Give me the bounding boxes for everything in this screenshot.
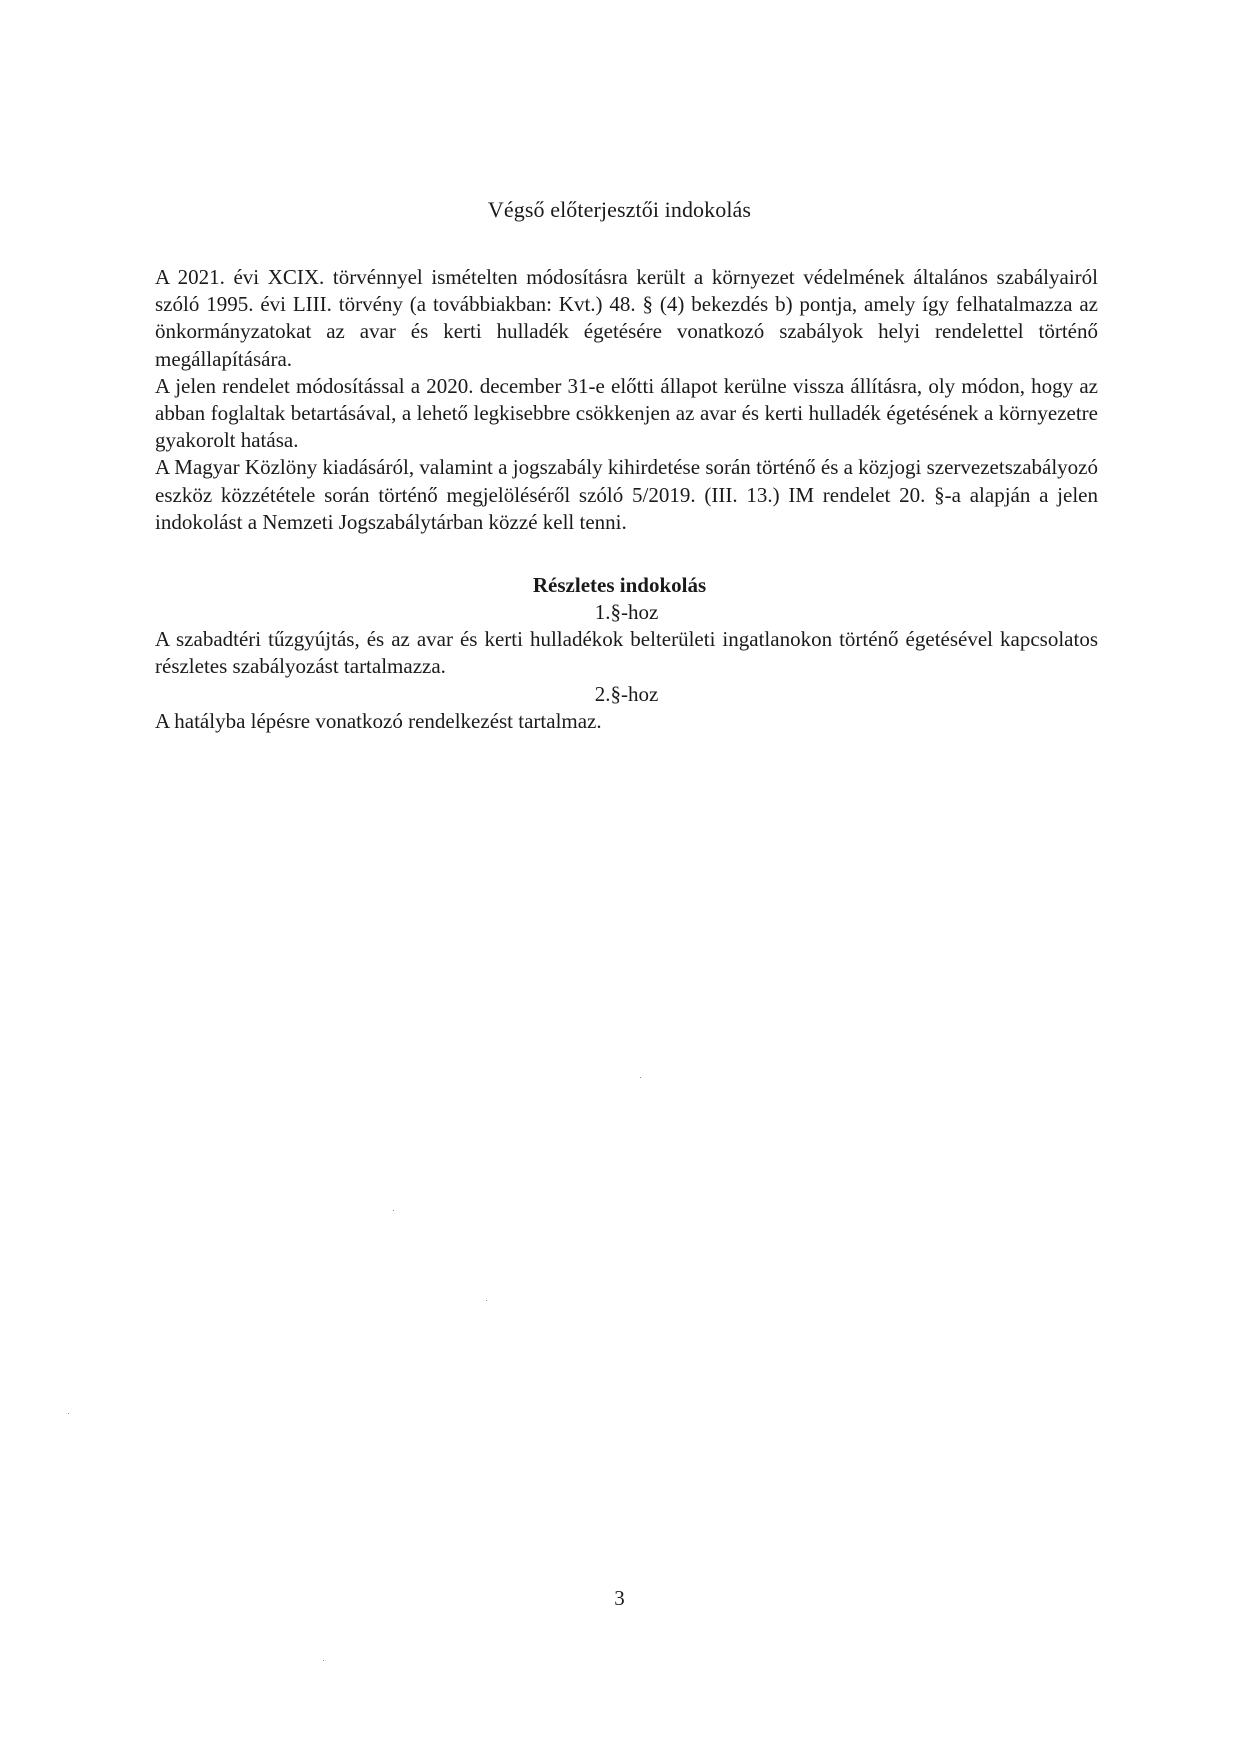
paragraph-3: A Magyar Közlöny kiadásáról, valamint a jogszabály kihirdetése során történő és a közjogi szervezetszabályozó eszköz közzététele során történő megjelöléséről szóló 5/2019. (III. 13.) IM rendelet 20. §-a alapján a jelen indokolást a Nemzeti Jogszabálytárban közzé kell tenni. (155, 455, 1098, 534)
scan-speck (393, 1210, 394, 1211)
document-title: Végső előterjesztői indokolás (487, 197, 752, 222)
page-number: 3 (614, 1586, 625, 1610)
section-1-text: A szabadtéri tűzgyújtás, és az avar és kerti hulladékok belterületi ingatlanokon történő égetésével kapcsolatos részletes szabályozást tartalmazza. (155, 627, 1098, 679)
paragraph-2: A jelen rendelet módosítással a 2020. december 31-e előtti állapot kerülne vissza állításra, oly módon, hogy az abban foglaltak betartásával, a lehető legkisebbre csökkenjen az avar és kerti hulladék égetésének a környezetre gyakorolt hatása. (155, 373, 1098, 453)
scan-speck (640, 1077, 641, 1078)
paragraph-1: A 2021. évi XCIX. törvénnyel ismételten módosításra került a környezet védelmének általános szabályairól szóló 1995. évi LIII. törvény (a továbbiakban: Kvt.) 48. § (4) bekezdés b) pontja, amely így felhatalmazza az önkormányzatokat az avar és kerti hulladék égetésére vonatkozó szabályok helyi rendelettel történő megállapítására. (155, 265, 1098, 371)
scan-speck (486, 1300, 487, 1301)
scan-speck (68, 1413, 69, 1414)
detail-heading: Részletes indokolás (532, 573, 707, 597)
section-1-label: 1.§-hoz (594, 600, 659, 624)
section-2-text: A hatályba lépésre vonatkozó rendelkezést tartalmaz. (155, 709, 602, 734)
intro-body (155, 264, 1098, 536)
section-1 (155, 599, 1098, 681)
section-2 (155, 681, 1098, 735)
section-2-label: 2.§-hoz (594, 682, 659, 706)
scan-speck (323, 1660, 324, 1661)
